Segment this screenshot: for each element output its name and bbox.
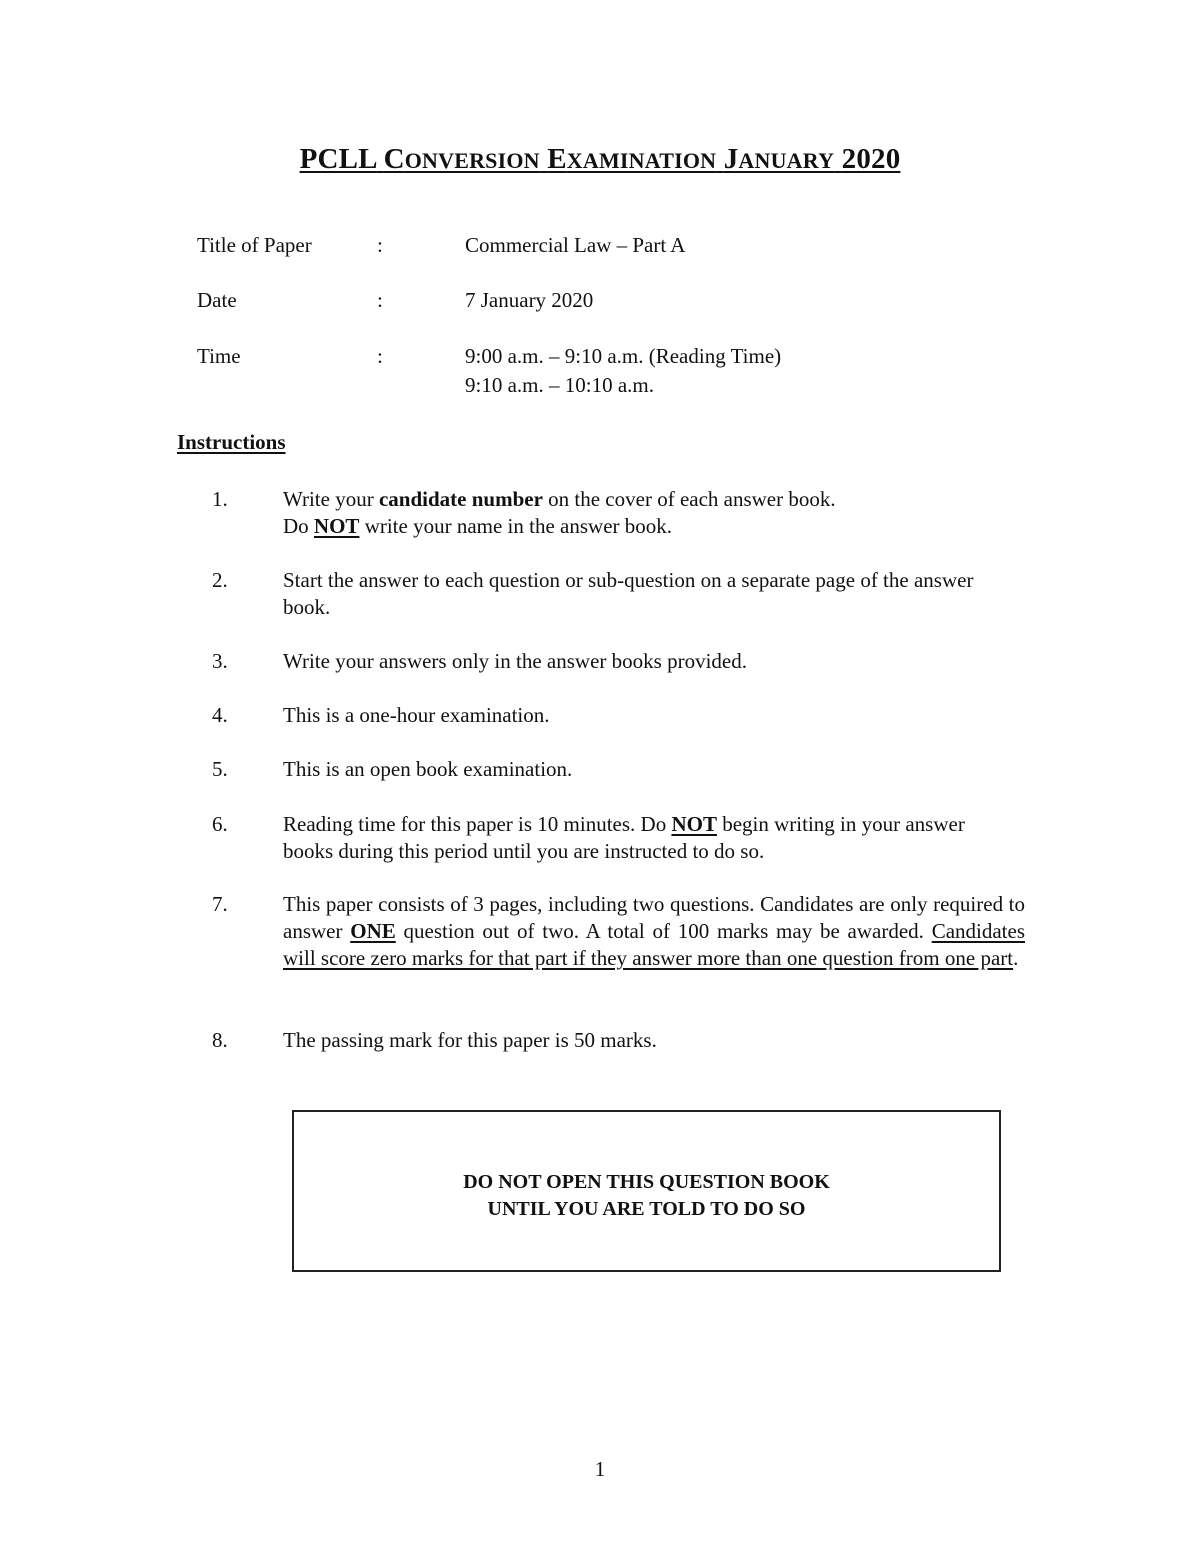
title-word-year: 2020 <box>841 143 901 175</box>
instruction-text: This paper consists of 3 pages, including two questions. Candidates are only required to answer ONE question out of two. A total of 100 marks may be awarded. Candidates will score zero marks for that part if they answer more than one question from one part. <box>283 892 1025 970</box>
title-of-paper-value: Commercial Law – Part A <box>465 233 686 257</box>
title-word-january: JANUARY <box>723 143 835 175</box>
instruction-text: This is an open book examination. <box>283 757 573 781</box>
one-emphasis: ONE <box>350 919 396 943</box>
title-of-paper-label: Title of Paper <box>197 233 312 257</box>
instruction-text: The passing mark for this paper is 50 marks. <box>283 1028 657 1052</box>
meta-colon: : <box>377 288 383 312</box>
page-title <box>0 143 1200 176</box>
meta-colon: : <box>377 344 383 368</box>
date-value: 7 January 2020 <box>465 288 594 312</box>
title-word-pcll: PCLL <box>299 143 377 175</box>
page-number: 1 <box>594 1457 606 1481</box>
instruction-number: 3. <box>212 649 228 673</box>
notice-line-2: UNTIL YOU ARE TOLD TO DO SO <box>487 1198 806 1220</box>
time-value-exam: 9:10 a.m. – 10:10 a.m. <box>465 373 654 397</box>
time-value-reading: 9:00 a.m. – 9:10 a.m. (Reading Time) <box>465 344 782 368</box>
title-word-conversion: CONVERSION <box>383 143 540 175</box>
instruction-text: Start the answer to each question or sub-question on a separate page of the answer book. <box>283 568 974 619</box>
instruction-text: Write your answers only in the answer books provided. <box>283 649 747 673</box>
instructions-heading: Instructions <box>177 430 286 454</box>
instruction-text: This is a one-hour examination. <box>283 703 550 727</box>
time-label: Time <box>197 344 241 368</box>
instruction-number: 7. <box>212 892 228 916</box>
meta-colon: : <box>377 233 383 257</box>
date-label: Date <box>197 288 237 312</box>
notice-box <box>292 1110 1001 1272</box>
instruction-text: Write your candidate number on the cover of each answer book. Do NOT write your name in the answer book. <box>283 487 836 538</box>
not-emphasis: NOT <box>671 812 717 836</box>
instruction-number: 2. <box>212 568 228 592</box>
instruction-number: 1. <box>212 487 228 511</box>
zero-marks-warning: Candidates will score zero marks for that part if they answer more than one question from one part <box>283 919 1025 970</box>
instruction-number: 8. <box>212 1028 228 1052</box>
title-word-examination: EXAMINATION <box>547 143 717 175</box>
instruction-number: 5. <box>212 757 228 781</box>
instruction-number: 6. <box>212 812 228 836</box>
notice-line-1: DO NOT OPEN THIS QUESTION BOOK <box>463 1171 830 1193</box>
not-emphasis: NOT <box>313 514 360 538</box>
instruction-number: 4. <box>212 703 228 727</box>
candidate-number-emphasis: candidate number <box>378 487 543 511</box>
instruction-text: Reading time for this paper is 10 minutes. Do NOT begin writing in your answer books during this period until you are instructed to do so. <box>283 812 965 863</box>
